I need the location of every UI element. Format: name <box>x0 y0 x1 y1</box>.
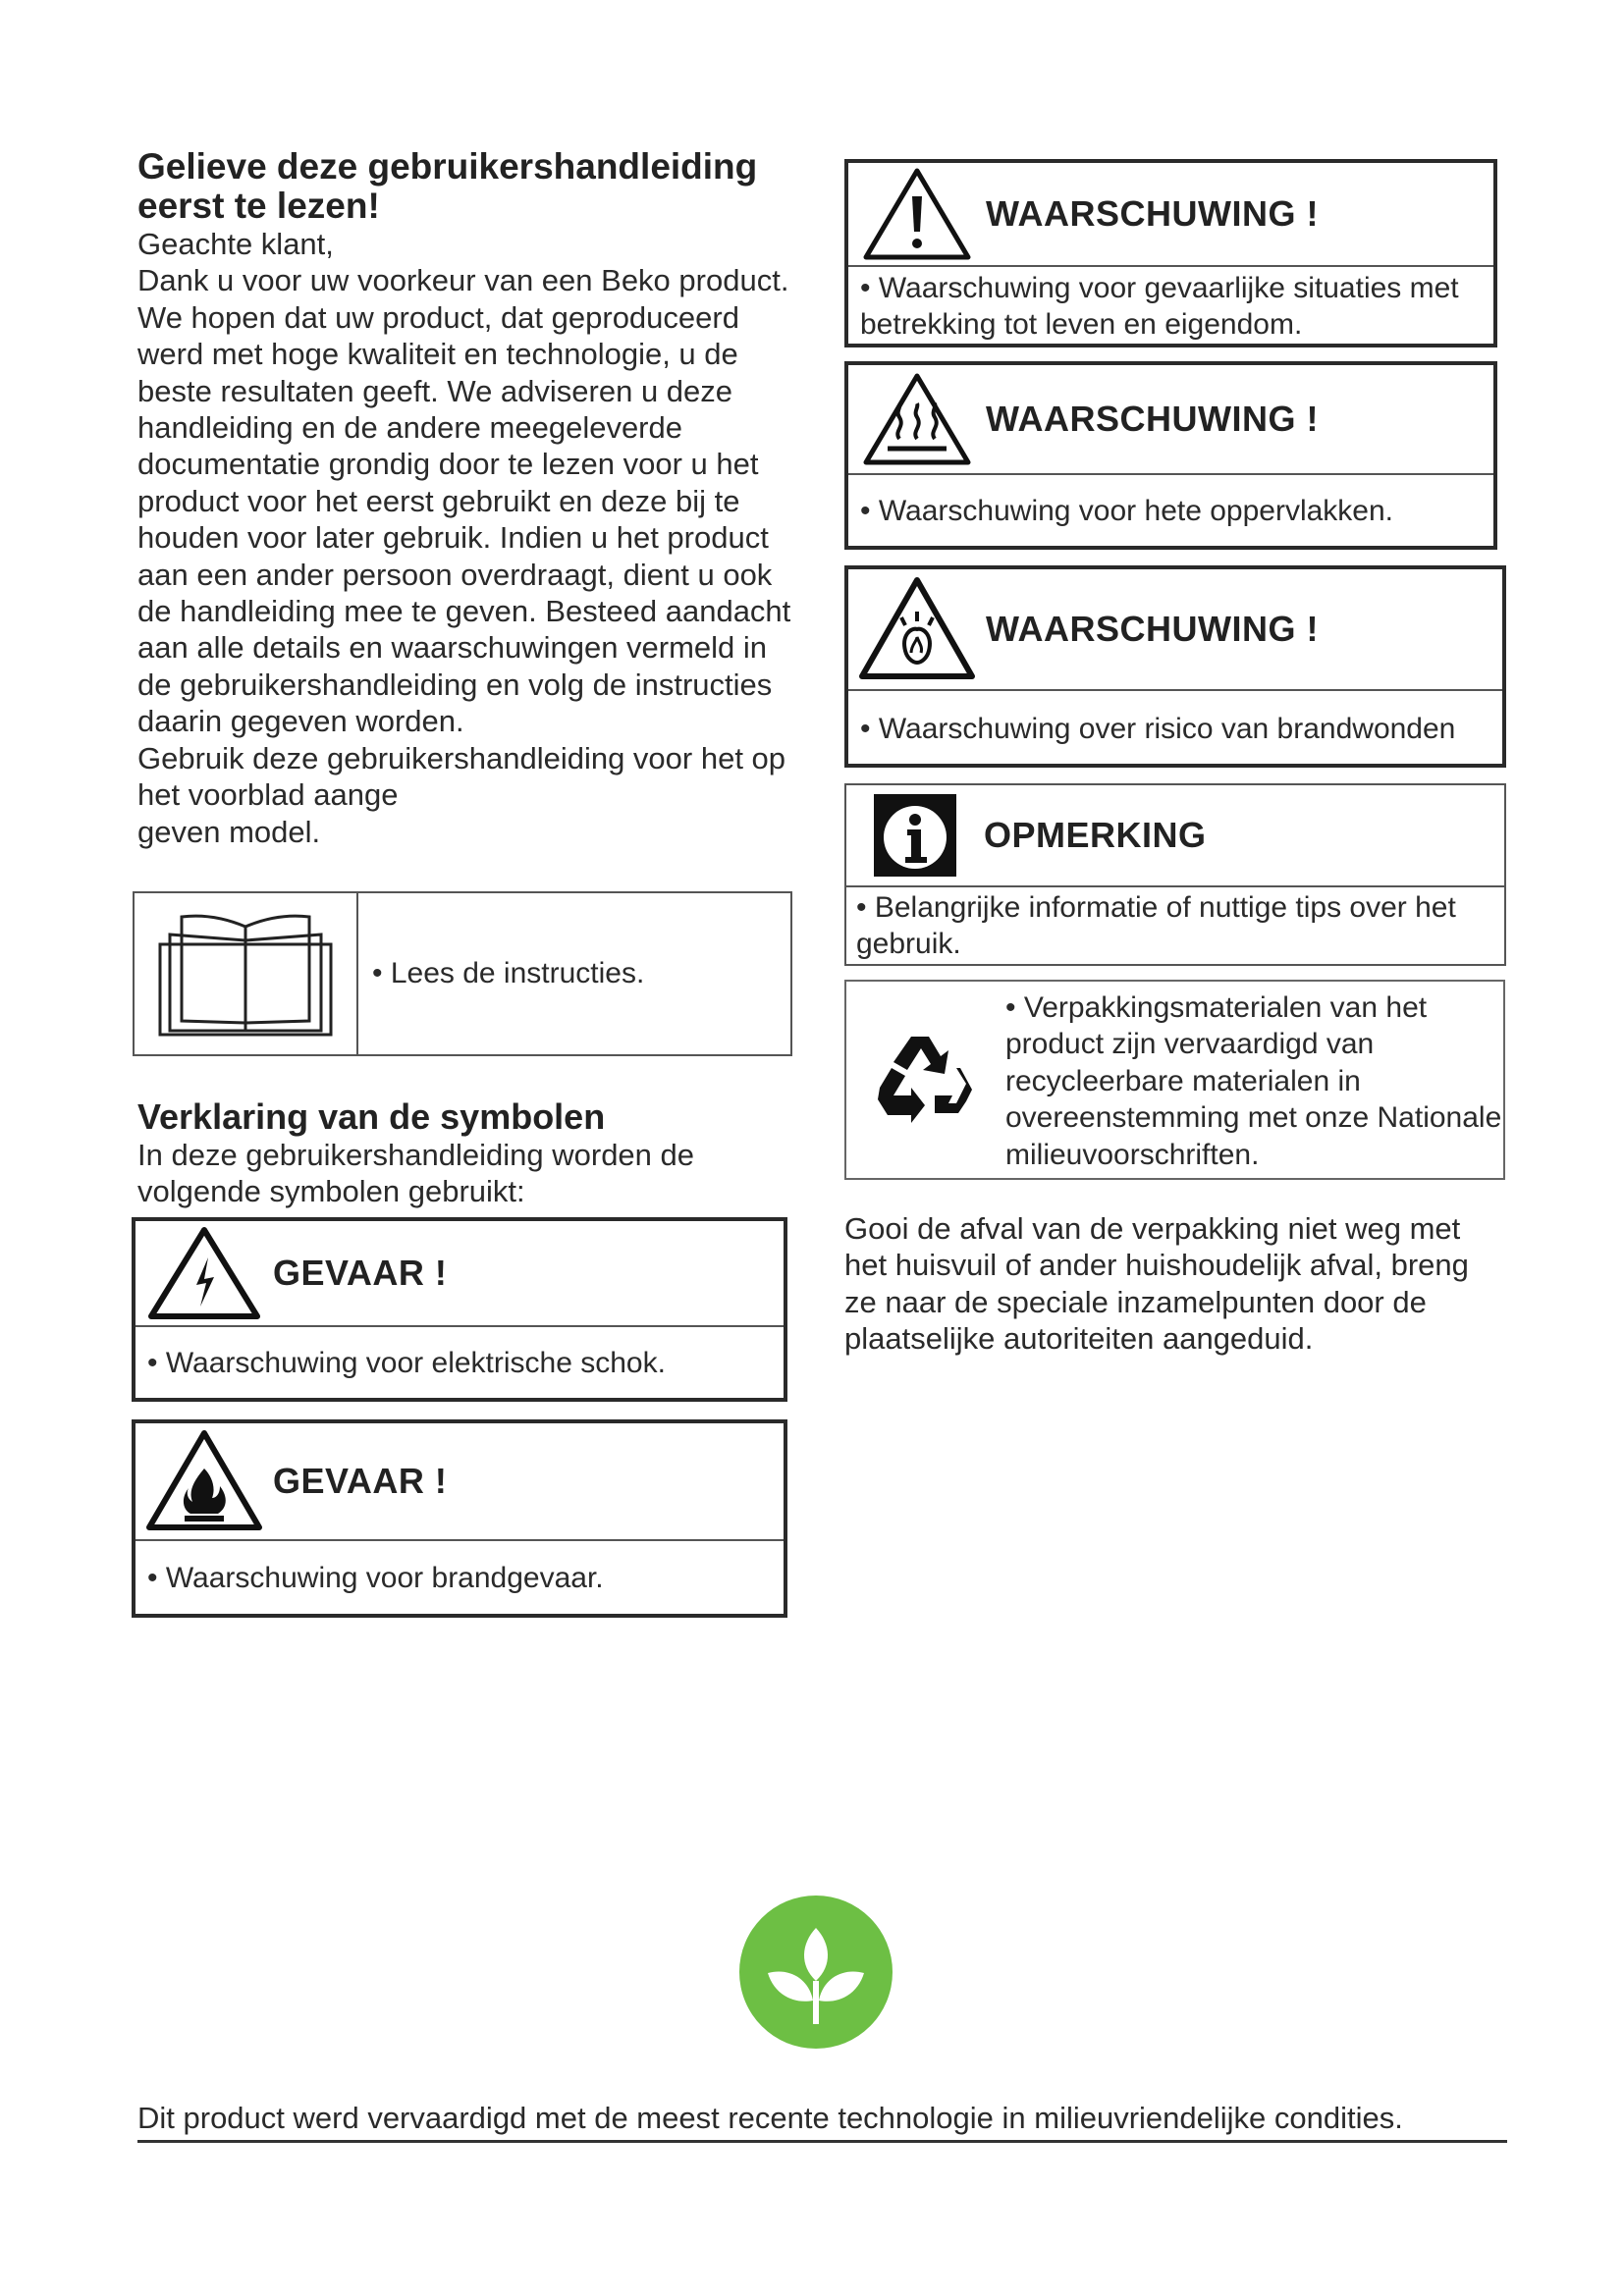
info-icon <box>846 794 984 877</box>
model-note-line-1: Gebruik deze gebruikershandleiding voor het op het voorblad aange <box>137 740 786 813</box>
hot-surface-icon <box>848 370 986 468</box>
salutation: Geachte klant, <box>137 227 334 261</box>
warning-label: WAARSCHUWING ! <box>986 399 1319 439</box>
danger-fire-text: • Waarschuwing voor brandgevaar. <box>147 1560 604 1596</box>
danger-fire-box <box>132 1419 787 1618</box>
open-book-icon <box>135 893 358 1054</box>
disposal-paragraph: Gooi de afval van de verpakking niet weg met het huisvuil of ander huishoudelijk afval, breng ze naar de speciale inzamelpunten door de plaatselijke autoriteiten aangeduid. <box>844 1211 1469 1357</box>
warning-hot-surface-text: • Waarschuwing voor hete oppervlakken. <box>860 493 1393 529</box>
note-text: • Belangrijke informatie of nuttige tips over het gebruik. <box>856 889 1494 962</box>
intro-paragraph: Dank u voor uw voorkeur van een Beko product. We hopen dat uw product, dat geproduceerd werd met hoge kwaliteit en technologie, u de beste resultaten geeft. We adviseren u deze handleiding en de andere meegeleverde documentatie grondig door te lezen voor u het product voor het eerst gebruikt en deze bij te houden voor later gebruik. Indien u het product aan een ander persoon overdraagt, dient u ook de handleiding mee te geven. Besteed aandacht aan alle details en waarschuwingen vermeld in de gebruikershandleiding en volg de instructies daarin gegeven worden. <box>137 263 791 739</box>
symbols-section <box>137 1097 805 1210</box>
eco-leaf-icon <box>738 1895 893 2050</box>
recycle-box <box>844 980 1505 1180</box>
danger-electric-box <box>132 1217 787 1402</box>
footer-text: Dit product werd vervaardigd met de meest recente technologie in milieuvriendelijke condities. <box>137 2101 1507 2143</box>
fire-hazard-icon <box>135 1427 273 1535</box>
intro-section <box>137 147 795 850</box>
warning-general-box <box>844 159 1497 347</box>
warning-general-text: • Waarschuwing voor gevaarlijke situaties met betrekking tot leven en eigendom. <box>860 270 1482 343</box>
danger-label: GEVAAR ! <box>273 1461 448 1501</box>
danger-electric-text: • Waarschuwing voor elektrische schok. <box>147 1345 666 1381</box>
warning-label: WAARSCHUWING ! <box>986 609 1319 649</box>
read-instructions-box <box>133 891 792 1056</box>
symbols-intro: In deze gebruikershandleiding worden de volgende symbolen gebruikt: <box>137 1138 695 1209</box>
note-box <box>844 783 1506 966</box>
danger-label: GEVAAR ! <box>273 1253 448 1293</box>
page-title: Gelieve deze gebruikershandleiding eerst te lezen! <box>137 146 758 226</box>
recycle-text: • Verpakkingsmaterialen van het product zijn vervaardigd van recycleerbare materialen in overeenstemming met onze Nationale milieuvoorschriften. <box>1005 991 1501 1171</box>
symbols-title: Verklaring van de symbolen <box>137 1096 606 1137</box>
model-note-line-2: geven model. <box>137 814 321 849</box>
exclamation-triangle-icon <box>848 165 986 263</box>
warning-burn-box <box>844 565 1506 768</box>
note-label: OPMERKING <box>984 815 1207 855</box>
warning-label: WAARSCHUWING ! <box>986 193 1319 234</box>
read-instructions-text: • Lees de instructies. <box>372 957 644 990</box>
burn-risk-icon <box>848 574 986 684</box>
electric-shock-icon <box>135 1224 273 1322</box>
recycle-icon <box>846 982 1005 1178</box>
warning-hot-surface-box <box>844 361 1497 550</box>
warning-burn-text: • Waarschuwing over risico van brandwonden <box>860 711 1455 747</box>
